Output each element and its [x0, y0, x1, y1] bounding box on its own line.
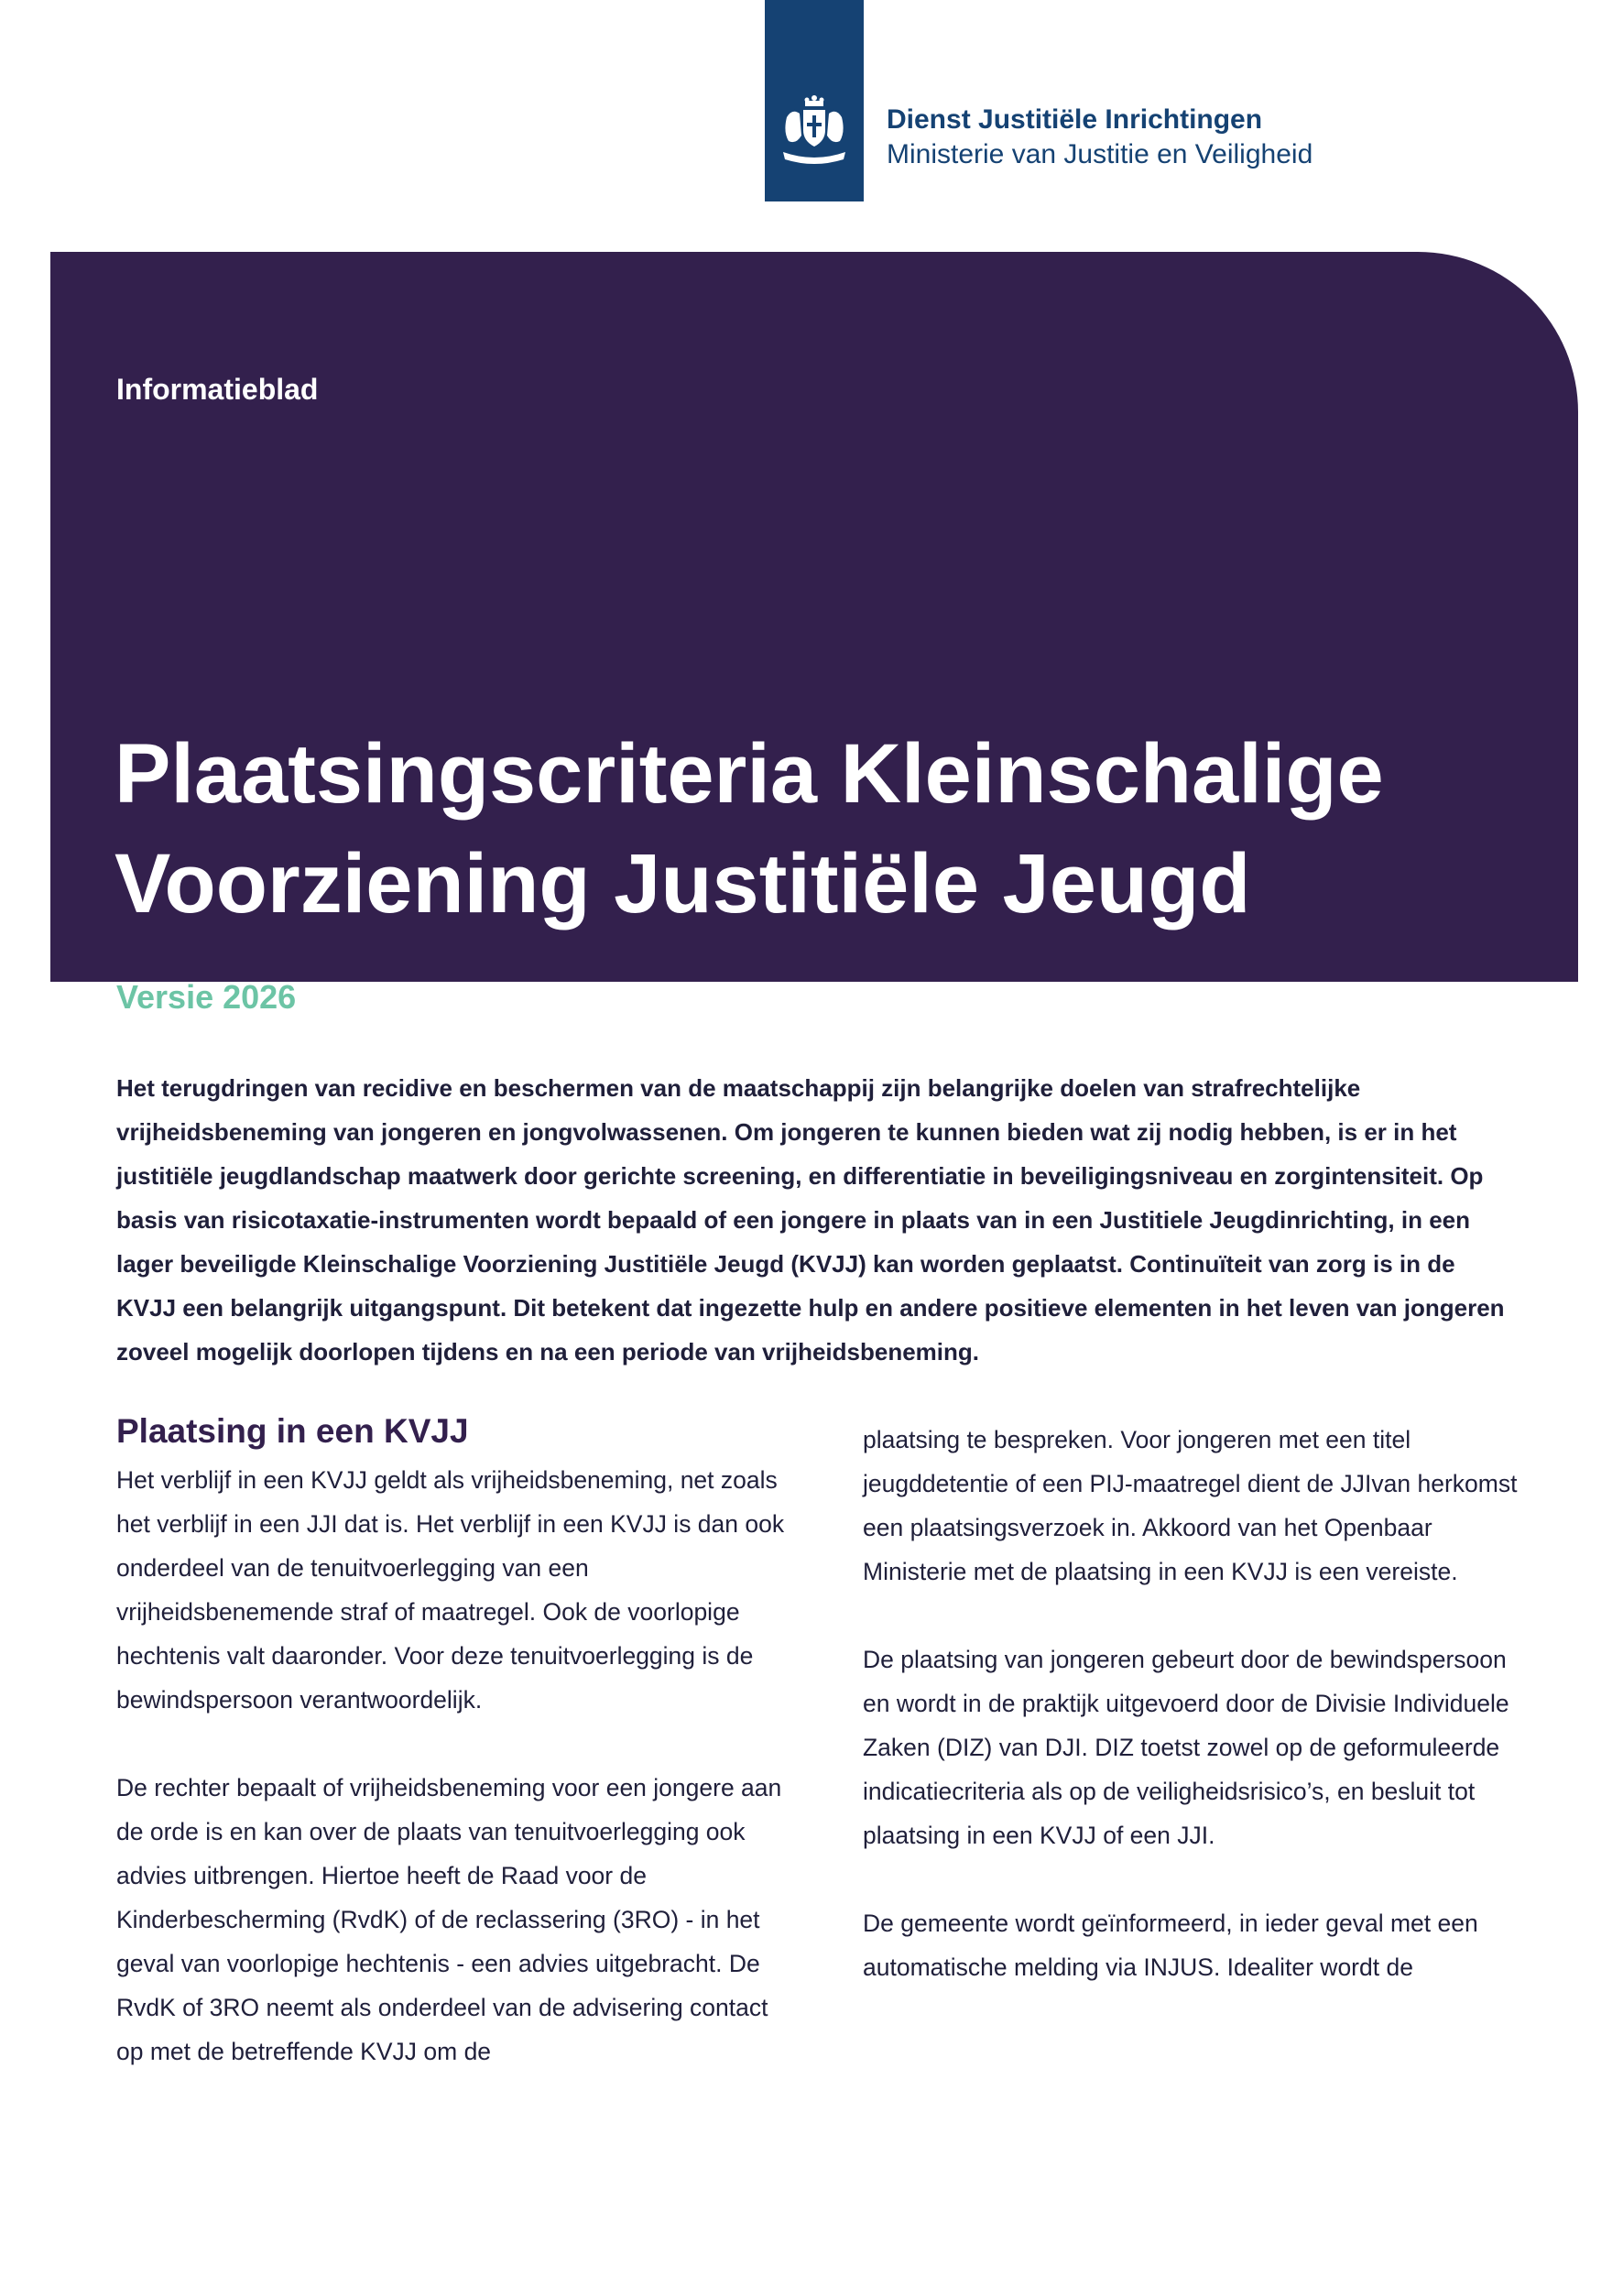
body-paragraph: De gemeente wordt geïnformeerd, in ieder geval met een automatische melding via INJUS. Idealiter wordt de: [863, 1910, 1478, 1981]
coat-of-arms-icon: [778, 95, 851, 169]
section-heading: Plaatsing in een KVJJ: [116, 1412, 469, 1450]
intro-paragraph: Het terugdringen van recidive en beschermen van de maatschappij zijn belangrijke doelen van strafrechtelijke vrijheidsbeneming van jongeren en jongvolwassenen. Om jongeren te kunnen bieden wat zij nodig hebben, is er in het justitiële jeugdlandschap maatwerk door gerichte screening, en differentiatie in beveiligingsniveau en zorgintensiteit. Op basis van risicotaxatie-instrumenten wordt bepaald of een jongere in plaats van in een Justitiele Jeugdinrichting, in een lager beveiligde Kleinschalige Voorziening Justitiële Jeugd (KVJJ) kan worden geplaatst. Continuïteit van zorg is in de KVJJ een belangrijk uitgangspunt. Dit betekent dat ingezette hulp en andere positieve elementen in het leven van jongeren zoveel mogelijk doorlopen tijdens en na een periode van vrijheidsbeneming.: [116, 1074, 1505, 1366]
org-name: Dienst Justitiële Inrichtingen: [887, 104, 1263, 135]
body-paragraph: Het verblijf in een KVJJ geldt als vrijheidsbeneming, net zoals het verblijf in een JJI dat is. Het verblijf in een KVJJ is dan ook onderdeel van de tenuitvoerlegging van een vrijheidsbenemende straf of maatregel. Ook de voorlopige hechtenis valt daaronder. Voor deze tenuitvoerlegging is de bewindspersoon verantwoordelijk.: [116, 1466, 785, 1714]
logo-bar: [765, 0, 864, 201]
column-right: [863, 1418, 1522, 2033]
body-paragraph: plaatsing te bespreken. Voor jongeren met een titel jeugddetentie of een PIJ-maatregel dient de JJIvan herkomst een plaatsingsverzoek in. Akkoord van het Openbaar Ministerie met de plaatsing in een KVJJ is een vereiste.: [863, 1426, 1518, 1585]
hero-banner: [50, 252, 1578, 982]
document-version: Versie 2026: [116, 978, 297, 1016]
body-paragraph: De rechter bepaalt of vrijheidsbeneming voor een jongere aan de orde is en kan over de plaats van tenuitvoerlegging ook advies uitbrengen. Hiertoe heeft de Raad voor de Kinderbescherming (RvdK) of de reclassering (3RO) - in het geval van voorlopige hechtenis - een advies uitgebracht. De RvdK of 3RO neemt als onderdeel van de advisering contact op met de betreffende KVJJ om de: [116, 1774, 782, 2065]
body-paragraph: De plaatsing van jongeren gebeurt door de bewindspersoon en wordt in de praktijk uitgevoerd door de Divisie Individuele Zaken (DIZ) van DJI. DIZ toetst zowel op de geformuleerde indicatiecriteria als op de veiligheidsrisico’s, en besluit tot plaatsing in een KVJJ of een JJI.: [863, 1646, 1509, 1849]
document-title: Plaatsingscriteria Kleinschalige Voorziening Justitiële Jeugd: [114, 727, 1384, 930]
org-block: [887, 103, 1528, 172]
ministry-name: Ministerie van Justitie en Veiligheid: [887, 139, 1313, 169]
document-type: Informatieblad: [116, 373, 319, 406]
column-left: [116, 1405, 785, 2117]
